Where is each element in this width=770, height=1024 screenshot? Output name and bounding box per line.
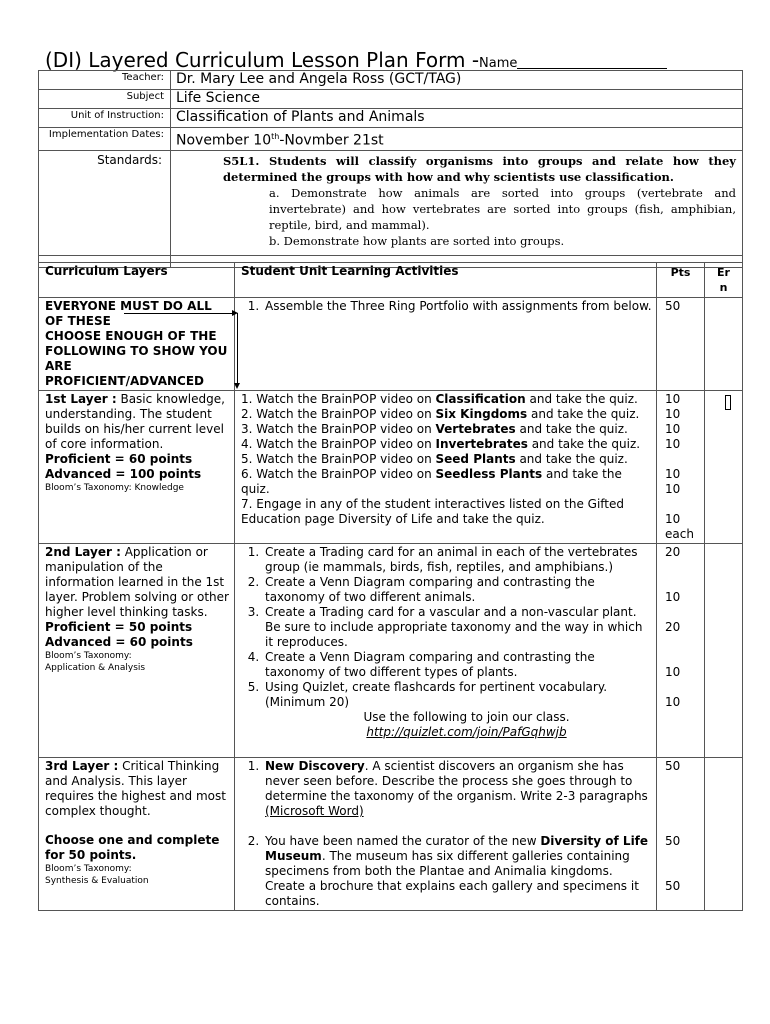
pts-value: 10 (665, 437, 681, 451)
col-activities-header: Student Unit Learning Activities (235, 263, 657, 298)
pts-value: 20 (665, 545, 681, 559)
layer1-item: 1. Watch the BrainPOP video on Classification and take the quiz. (241, 392, 638, 406)
quizlet-link[interactable]: http://quizlet.com/join/PafGqhwjb (366, 725, 567, 739)
col-earn-header: Er n (705, 263, 743, 298)
layer1-item: 6. Watch the BrainPOP video on Seedless Plants and take the quiz. (241, 467, 622, 496)
layer2-item: 1. Create a Trading card for an animal in each of the vertebrates group (ie mammals, birds, fish, reptiles, and amphibians.) (263, 545, 652, 575)
pts-value (665, 497, 700, 512)
layer2-item: 2. Create a Venn Diagram comparing and contrasting the taxonomy of two different animals. (263, 575, 652, 605)
layer3-activities (235, 758, 657, 911)
dates-label: Implementation Dates: (39, 128, 171, 151)
everyone-activity: 1. Assemble the Three Ring Portfolio with assignments from below. (235, 298, 657, 391)
layer2-pts (657, 544, 705, 758)
standard-main: S5L1. Students will classify organisms into groups and relate how they determined the groups with how and why scientists use classification. (223, 153, 736, 184)
layer1-item: 4. Watch the BrainPOP video on Invertebrates and take the quiz. (241, 437, 641, 451)
teacher-value: Dr. Mary Lee and Angela Ross (GCT/TAG) (171, 71, 743, 90)
arrow-down-icon (237, 313, 238, 387)
layer1-earn[interactable] (705, 391, 743, 544)
word-link[interactable]: (Microsoft Word) (265, 804, 364, 818)
layer3-cell: 3rd Layer : Critical Thinking and Analysis. This layer requires the highest and most complex thought. Choose one and complete for 50 points. Bloom’s Taxonomy: Synthesis & Evaluation (39, 758, 235, 911)
layer1-cell: 1st Layer : Basic knowledge, understanding. The student builds on his/her current level of core information. Proficient = 60 points Advanced = 100 points Bloom’s Taxonomy: Knowledge (39, 391, 235, 544)
standard-a: a. Demonstrate how animals are sorted into groups (vertebrate and invertebrate) and how vertebrates are sorted into groups (fish, amphibian, reptile, bird, and mammal). (269, 185, 736, 232)
standard-b: b. Demonstrate how plants are sorted into groups. (269, 233, 565, 248)
col-pts-header: Pts (657, 263, 705, 298)
name-label: Name (479, 56, 518, 71)
pts-value: 10 (665, 392, 681, 406)
layer1-item: 7. Engage in any of the student interactives listed on the Gifted Education page Diversity of Life and take the quiz. (241, 497, 625, 526)
pts-value: 10 (665, 512, 681, 526)
everyone-earn[interactable] (705, 298, 743, 391)
layer3-pts: 50 50 50 (657, 758, 705, 911)
pts-value: 10 (665, 482, 681, 496)
pts-value: each (665, 527, 694, 541)
activities-table (38, 262, 743, 911)
pts-value: 10 (665, 665, 681, 679)
unit-value: Classification of Plants and Animals (171, 109, 743, 128)
dates-value: November 10th-Novmber 21st (171, 128, 743, 151)
everyone-cell: EVERYONE MUST DO ALL OF THESE CHOOSE ENOUGH OF THE FOLLOWING TO SHOW YOU ARE PROFICIENT/ADVANCED (39, 298, 235, 391)
pts-value: 10 (665, 407, 681, 421)
layer2-activities (235, 544, 657, 758)
layer1-item: 5. Watch the BrainPOP video on Seed Plants and take the quiz. (241, 452, 628, 466)
layer2-item: 5. Using Quizlet, create flashcards for pertinent vocabulary. (Minimum 20) (263, 680, 652, 710)
standards-text (171, 150, 743, 255)
layer1-activities (235, 391, 657, 544)
name-blank-line[interactable] (517, 54, 667, 69)
layer3-earn[interactable] (705, 758, 743, 911)
layer2-item: 3. Create a Trading card for a vascular and a non-vascular plant. Be sure to include appropriate taxonomy and the way in which it reproduces. (263, 605, 652, 650)
form-title (45, 48, 667, 72)
col-layers-header: Curriculum Layers (39, 263, 235, 298)
pts-value: 10 (665, 695, 681, 709)
everyone-pts: 50 (657, 298, 705, 391)
layer3-item-2: 2. You have been named the curator of the new Diversity of Life Museum. The museum has six different galleries containing specimens from both the Plantae and Animalia kingdoms. Create a brochure that explains each gallery and specimens it contains. (263, 834, 652, 909)
subject-value: Life Science (171, 90, 743, 109)
pts-value: 20 (665, 620, 681, 634)
teacher-label: Teacher: (39, 71, 171, 90)
unit-label: Unit of Instruction: (39, 109, 171, 128)
layer2-item: 4. Create a Venn Diagram comparing and contrasting the taxonomy of two different types of plants. (263, 650, 652, 680)
arrow-right-icon (124, 313, 236, 314)
pts-value (665, 452, 700, 467)
subject-label: Subject (39, 90, 171, 109)
layer1-item: 2. Watch the BrainPOP video on Six Kingdoms and take the quiz. (241, 407, 640, 421)
layer1-pts (657, 391, 705, 544)
layer1-item: 3. Watch the BrainPOP video on Vertebrates and take the quiz. (241, 422, 628, 436)
title-text: (DI) Layered Curriculum Lesson Plan Form - (45, 48, 480, 72)
layer3-item-1: 1. New Discovery. A scientist discovers an organism she has never seen before. Describe the process she goes through to determine the taxonomy of the organism. Write 2-3 paragraphs (Microsoft Word) (263, 759, 652, 819)
join-text: Use the following to join our class. (363, 710, 570, 724)
layer2-earn[interactable] (705, 544, 743, 758)
pts-value: 10 (665, 467, 681, 481)
pts-value: 10 (665, 590, 681, 604)
pts-value: 10 (665, 422, 681, 436)
standards-label: Standards: (39, 150, 171, 255)
layer2-cell: 2nd Layer : Application or manipulation of the information learned in the 1st layer. Problem solving or other higher level thinking tasks. Proficient = 50 points Advanced = 60 points Bloom’s Taxonomy: Application & Analysis (39, 544, 235, 758)
info-table (38, 70, 743, 268)
checkbox-icon[interactable] (725, 395, 731, 410)
